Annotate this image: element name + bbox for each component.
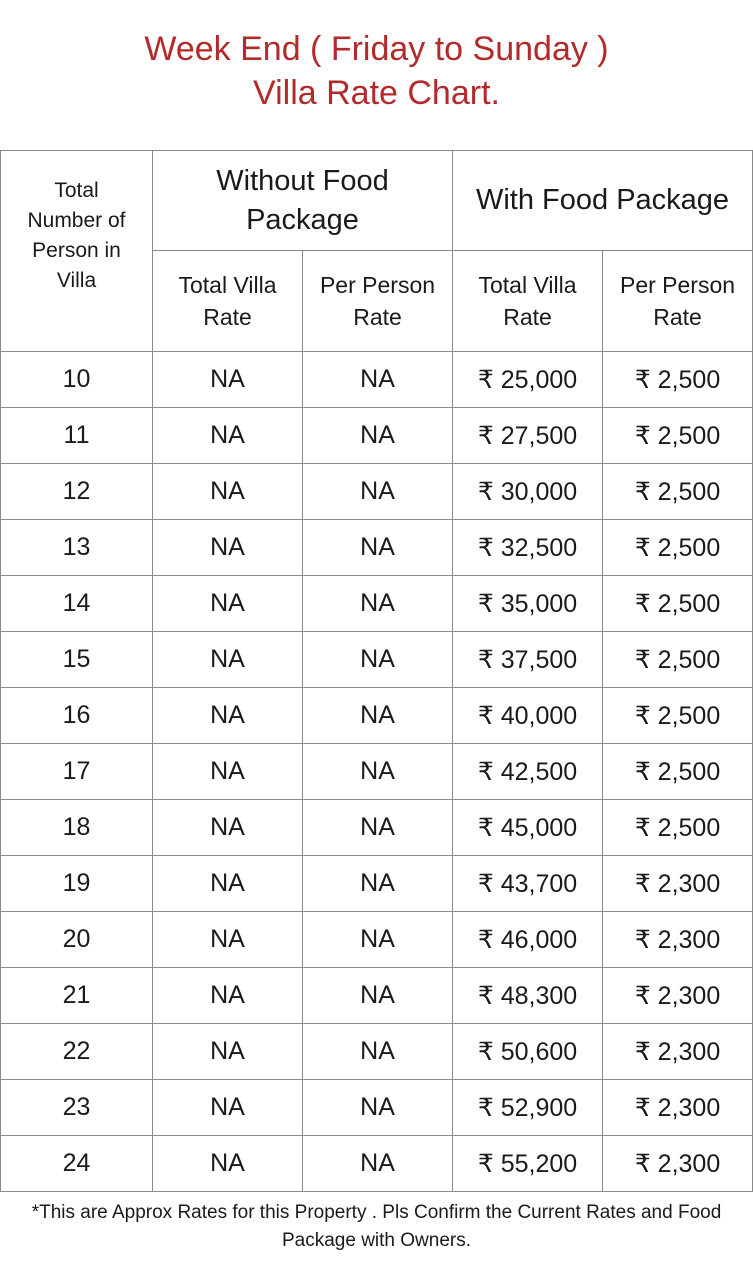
table-row xyxy=(1,912,753,968)
table-row xyxy=(1,800,753,856)
table-row xyxy=(1,520,753,576)
without-food-total-cell: NA xyxy=(153,464,303,520)
without-food-per-person-cell: NA xyxy=(303,1080,453,1136)
with-food-per-person-header: Per Person Rate xyxy=(603,251,753,352)
with-food-per-person-cell: ₹ 2,500 xyxy=(603,520,753,576)
table-row xyxy=(1,1136,753,1192)
persons-cell: 10 xyxy=(1,352,153,408)
with-food-total-cell: ₹ 37,500 xyxy=(453,632,603,688)
table-row xyxy=(1,576,753,632)
persons-cell: 24 xyxy=(1,1136,153,1192)
without-food-per-person-cell: NA xyxy=(303,744,453,800)
without-food-total-cell: NA xyxy=(153,688,303,744)
with-food-total-cell: ₹ 46,000 xyxy=(453,912,603,968)
persons-cell: 15 xyxy=(1,632,153,688)
table-row xyxy=(1,968,753,1024)
without-food-total-cell: NA xyxy=(153,520,303,576)
without-food-per-person-cell: NA xyxy=(303,520,453,576)
title-line-1: Week End ( Friday to Sunday ) xyxy=(144,30,609,68)
with-food-total-cell: ₹ 30,000 xyxy=(453,464,603,520)
with-food-per-person-cell: ₹ 2,300 xyxy=(603,1136,753,1192)
without-food-group-header: Without Food Package xyxy=(153,151,453,251)
table-row xyxy=(1,408,753,464)
table-row xyxy=(1,352,753,408)
with-food-total-cell: ₹ 32,500 xyxy=(453,520,603,576)
persons-cell: 14 xyxy=(1,576,153,632)
with-food-per-person-cell: ₹ 2,500 xyxy=(603,744,753,800)
without-food-per-person-cell: NA xyxy=(303,576,453,632)
without-food-total-cell: NA xyxy=(153,1080,303,1136)
persons-cell: 11 xyxy=(1,408,153,464)
without-food-per-person-cell: NA xyxy=(303,408,453,464)
without-food-total-cell: NA xyxy=(153,968,303,1024)
without-food-per-person-cell: NA xyxy=(303,464,453,520)
with-food-total-cell: ₹ 52,900 xyxy=(453,1080,603,1136)
with-food-total-cell: ₹ 25,000 xyxy=(453,352,603,408)
table-row xyxy=(1,464,753,520)
without-food-total-cell: NA xyxy=(153,800,303,856)
with-food-per-person-cell: ₹ 2,300 xyxy=(603,912,753,968)
with-food-group-header: With Food Package xyxy=(453,151,753,251)
with-food-per-person-cell: ₹ 2,300 xyxy=(603,968,753,1024)
with-food-total-cell: ₹ 43,700 xyxy=(453,856,603,912)
without-food-total-cell: NA xyxy=(153,408,303,464)
with-food-per-person-cell: ₹ 2,500 xyxy=(603,688,753,744)
persons-cell: 22 xyxy=(1,1024,153,1080)
with-food-total-cell: ₹ 50,600 xyxy=(453,1024,603,1080)
with-food-per-person-cell: ₹ 2,300 xyxy=(603,856,753,912)
persons-cell: 17 xyxy=(1,744,153,800)
persons-cell: 23 xyxy=(1,1080,153,1136)
with-food-per-person-cell: ₹ 2,500 xyxy=(603,800,753,856)
without-food-per-person-cell: NA xyxy=(303,1024,453,1080)
persons-cell: 19 xyxy=(1,856,153,912)
table-row xyxy=(1,632,753,688)
without-food-total-cell: NA xyxy=(153,1136,303,1192)
table-row xyxy=(1,856,753,912)
with-food-total-cell: ₹ 27,500 xyxy=(453,408,603,464)
with-food-total-cell: ₹ 35,000 xyxy=(453,576,603,632)
persons-cell: 21 xyxy=(1,968,153,1024)
with-food-per-person-cell: ₹ 2,500 xyxy=(603,576,753,632)
rate-table-body xyxy=(1,352,753,1192)
table-row xyxy=(1,688,753,744)
without-food-per-person-cell: NA xyxy=(303,800,453,856)
title-block xyxy=(0,0,753,150)
without-food-per-person-header: Per Person Rate xyxy=(303,251,453,352)
without-food-total-header: Total Villa Rate xyxy=(153,251,303,352)
without-food-per-person-cell: NA xyxy=(303,968,453,1024)
persons-cell: 12 xyxy=(1,464,153,520)
without-food-per-person-cell: NA xyxy=(303,856,453,912)
without-food-total-cell: NA xyxy=(153,576,303,632)
without-food-total-cell: NA xyxy=(153,352,303,408)
without-food-per-person-cell: NA xyxy=(303,352,453,408)
with-food-per-person-cell: ₹ 2,500 xyxy=(603,464,753,520)
with-food-total-cell: ₹ 55,200 xyxy=(453,1136,603,1192)
without-food-per-person-cell: NA xyxy=(303,632,453,688)
with-food-total-cell: ₹ 48,300 xyxy=(453,968,603,1024)
persons-cell: 20 xyxy=(1,912,153,968)
table-row xyxy=(1,1024,753,1080)
without-food-per-person-cell: NA xyxy=(303,1136,453,1192)
persons-cell: 16 xyxy=(1,688,153,744)
without-food-per-person-cell: NA xyxy=(303,688,453,744)
without-food-total-cell: NA xyxy=(153,744,303,800)
with-food-total-cell: ₹ 45,000 xyxy=(453,800,603,856)
rate-table xyxy=(0,150,753,1192)
with-food-per-person-cell: ₹ 2,500 xyxy=(603,352,753,408)
title-line-2: Villa Rate Chart. xyxy=(253,74,500,112)
with-food-per-person-cell: ₹ 2,500 xyxy=(603,408,753,464)
without-food-total-cell: NA xyxy=(153,912,303,968)
with-food-total-cell: ₹ 42,500 xyxy=(453,744,603,800)
without-food-per-person-cell: NA xyxy=(303,912,453,968)
with-food-total-header: Total Villa Rate xyxy=(453,251,603,352)
with-food-per-person-cell: ₹ 2,500 xyxy=(603,632,753,688)
persons-cell: 18 xyxy=(1,800,153,856)
persons-column-header: Total Number of Person in Villa xyxy=(1,151,153,352)
without-food-total-cell: NA xyxy=(153,632,303,688)
persons-cell: 13 xyxy=(1,520,153,576)
without-food-total-cell: NA xyxy=(153,856,303,912)
with-food-per-person-cell: ₹ 2,300 xyxy=(603,1080,753,1136)
table-row xyxy=(1,1080,753,1136)
with-food-total-cell: ₹ 40,000 xyxy=(453,688,603,744)
footnote: *This are Approx Rates for this Property . Pls Confirm the Current Rates and Food Package with Owners. xyxy=(31,1202,722,1251)
without-food-total-cell: NA xyxy=(153,1024,303,1080)
with-food-per-person-cell: ₹ 2,300 xyxy=(603,1024,753,1080)
table-row xyxy=(1,744,753,800)
